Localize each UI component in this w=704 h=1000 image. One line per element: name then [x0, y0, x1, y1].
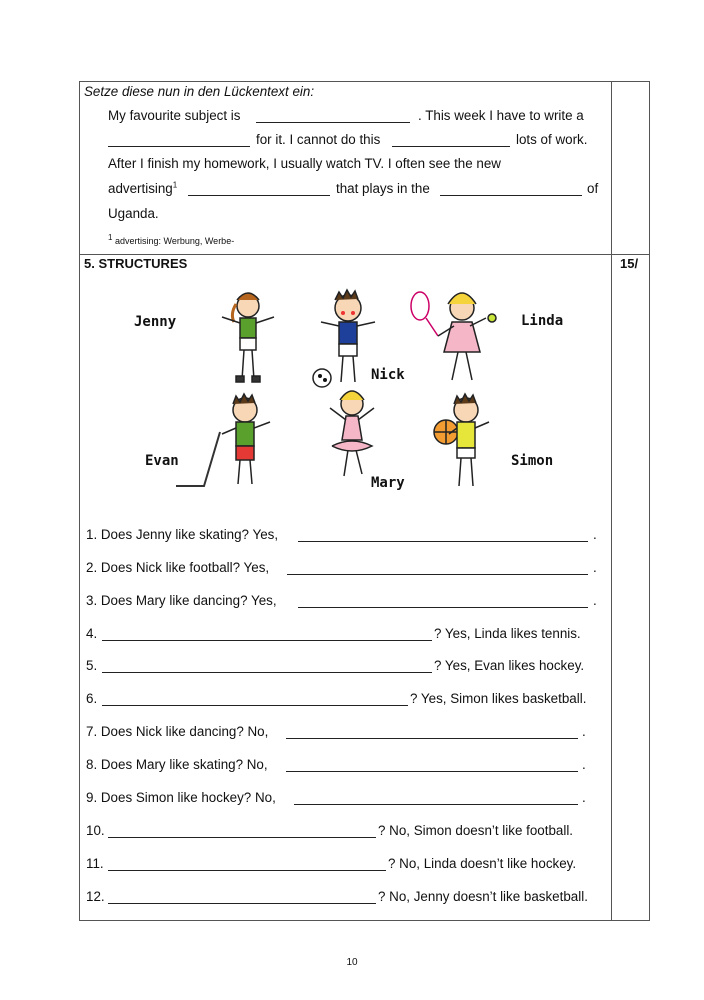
- cloze-blank-4[interactable]: [188, 195, 330, 196]
- cloze-line4-start: [108, 181, 177, 197]
- cloze-instruction: Setze diese nun in den Lückentext ein:: [84, 84, 315, 99]
- question-5-number: 5.: [86, 658, 98, 673]
- score-label: 15/: [620, 256, 639, 271]
- cloze-line4-end: of: [587, 181, 599, 196]
- question-5-text: ? Yes, Evan likes hockey.: [434, 658, 585, 673]
- question-9-answer-line[interactable]: [294, 804, 578, 805]
- cloze-line1-end: . This week I have to write a: [418, 108, 584, 123]
- question-6-answer-line[interactable]: [102, 705, 408, 706]
- question-8-end: .: [582, 757, 586, 772]
- cloze-word-advertising: advertising: [108, 181, 173, 196]
- jenny-figure: [222, 293, 274, 382]
- question-7-answer-line[interactable]: [286, 738, 578, 739]
- question-11-number: 11.: [86, 856, 104, 871]
- question-7-text: 7. Does Nick like dancing? No,: [86, 724, 269, 739]
- name-label-jenny: Jenny: [134, 314, 177, 330]
- question-12-number: 12.: [86, 889, 105, 904]
- question-1-answer-line[interactable]: [298, 541, 588, 542]
- question-3-end: .: [593, 593, 597, 608]
- question-11-answer-line[interactable]: [108, 870, 386, 871]
- cloze-blank-1[interactable]: [256, 122, 410, 123]
- footnote: [108, 230, 234, 249]
- question-3-answer-line[interactable]: [298, 607, 588, 608]
- cloze-line2-end: lots of work.: [516, 132, 588, 147]
- name-label-simon: Simon: [511, 453, 554, 469]
- question-5-answer-line[interactable]: [102, 672, 432, 673]
- question-3-text: 3. Does Mary like dancing? Yes,: [86, 593, 277, 608]
- question-6-number: 6.: [86, 691, 98, 706]
- question-4-answer-line[interactable]: [102, 640, 432, 641]
- cloze-blank-2[interactable]: [108, 146, 250, 147]
- simon-figure: [434, 394, 489, 486]
- footnote-marker: 1: [172, 180, 178, 190]
- question-1-text: 1. Does Jenny like skating? Yes,: [86, 527, 279, 542]
- cloze-line3: After I finish my homework, I usually watch TV. I often see the new: [108, 156, 501, 171]
- question-8-answer-line[interactable]: [286, 771, 578, 772]
- question-4-text: ? Yes, Linda likes tennis.: [434, 626, 581, 641]
- name-label-nick: Nick: [371, 367, 405, 383]
- cloze-line5: Uganda.: [108, 206, 159, 221]
- cloze-blank-3[interactable]: [392, 146, 510, 147]
- name-label-evan: Evan: [145, 453, 179, 469]
- question-8-text: 8. Does Mary like skating? No,: [86, 757, 268, 772]
- mary-figure: [330, 391, 374, 476]
- question-10-text: ? No, Simon doesn’t like football.: [378, 823, 574, 838]
- question-4-number: 4.: [86, 626, 98, 641]
- question-9-end: .: [582, 790, 586, 805]
- question-11-text: ? No, Linda doesn’t like hockey.: [388, 856, 577, 871]
- question-12-text: ? No, Jenny doesn’t like basketball.: [378, 889, 588, 904]
- question-2-answer-line[interactable]: [287, 574, 588, 575]
- section-heading: 5. STRUCTURES: [84, 256, 188, 271]
- question-10-number: 10.: [86, 823, 105, 838]
- question-9-text: 9. Does Simon like hockey? No,: [86, 790, 276, 805]
- score-column-divider: [611, 82, 612, 920]
- kids-illustration: [160, 288, 520, 498]
- cloze-line1-start: My favourite subject is: [108, 108, 241, 123]
- question-10-answer-line[interactable]: [108, 837, 376, 838]
- cloze-blank-5[interactable]: [440, 195, 582, 196]
- footnote-text: advertising: Werbung, Werbe-: [114, 236, 235, 246]
- cloze-line2-middle: for it. I cannot do this: [256, 132, 381, 147]
- question-2-text: 2. Does Nick like football? Yes,: [86, 560, 270, 575]
- section-divider: [80, 254, 649, 255]
- question-7-end: .: [582, 724, 586, 739]
- question-1-end: .: [593, 527, 597, 542]
- nick-figure: [313, 290, 375, 387]
- question-12-answer-line[interactable]: [108, 903, 376, 904]
- evan-figure: [176, 394, 270, 486]
- name-label-mary: Mary: [371, 475, 405, 491]
- linda-figure: [411, 292, 496, 380]
- name-label-linda: Linda: [521, 313, 564, 329]
- question-2-end: .: [593, 560, 597, 575]
- page-number: 10: [346, 957, 358, 968]
- question-6-text: ? Yes, Simon likes basketball.: [410, 691, 587, 706]
- cloze-line4-middle: that plays in the: [336, 181, 430, 196]
- footnote-number: 1: [108, 233, 113, 242]
